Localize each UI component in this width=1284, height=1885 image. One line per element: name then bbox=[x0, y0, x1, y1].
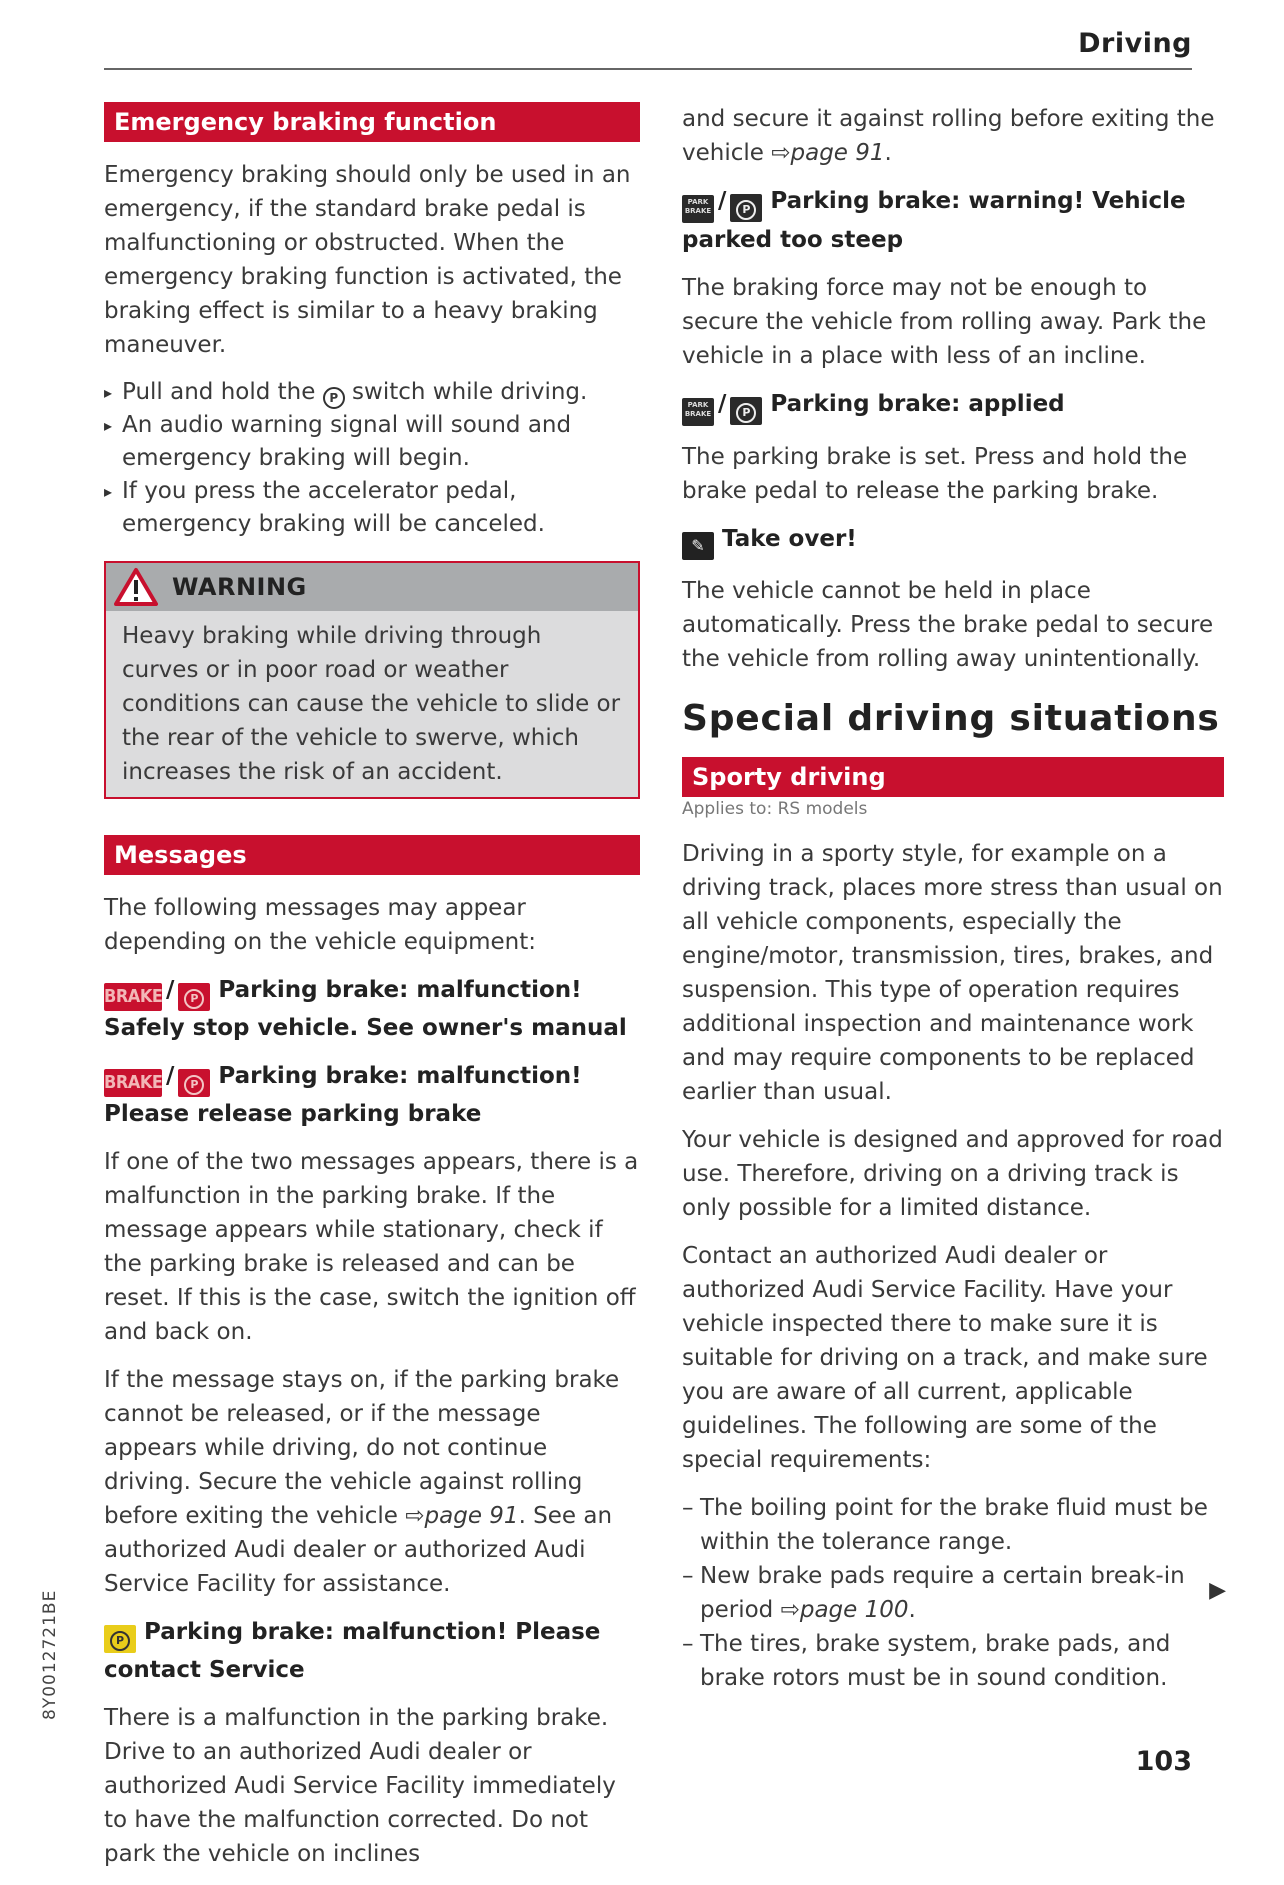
message-contact-service: P Parking brake: malfunction! Please contact Service bbox=[104, 1619, 601, 1683]
sporty-para-1: Driving in a sporty style, for example on a driving track, places more stress than usual on all vehicle components, especially the engine/motor, transmission, tires, brakes, and suspension. This type of operation requires additional inspection and maintenance work and may require components to be replaced earlier than usual. bbox=[682, 841, 1223, 1105]
messages-intro: The following messages may appear depending on the vehicle equipment: bbox=[104, 895, 537, 955]
page-ref-link[interactable]: ⇨page 91 bbox=[405, 1503, 519, 1529]
park-brake-indicator-icon: PARK BRAKE bbox=[682, 398, 714, 426]
parking-brake-yellow-icon: P bbox=[104, 1625, 136, 1653]
requirement-item: – New brake pads require a certain break-in period ⇨page 100. bbox=[682, 1559, 1224, 1627]
sporty-driving-heading: Sporty driving bbox=[682, 757, 1224, 797]
steering-takeover-icon: ✎ bbox=[682, 532, 714, 560]
page-header-title: Driving bbox=[1078, 28, 1192, 59]
document-code: 8Y0012721BE bbox=[40, 1589, 60, 1720]
left-column bbox=[104, 102, 640, 1885]
message-parked-too-steep: PARK BRAKE / P Parking brake: warning! Vehicle parked too steep bbox=[682, 188, 1186, 253]
parking-brake-red-icon: P bbox=[178, 1069, 210, 1097]
applies-to: Applies to: RS models bbox=[682, 799, 868, 819]
brake-warning-icon: BRAKE bbox=[104, 983, 162, 1011]
sporty-para-3: Contact an authorized Audi dealer or authorized Audi Service Facility. Have your vehicle inspected there to make sure it is suitable for driving on a track, and make sure you are aware of all current, applicable guidelines. The following are some of the special requirements: bbox=[682, 1243, 1208, 1473]
section-title: Special driving situations bbox=[682, 698, 1220, 739]
right-column bbox=[682, 102, 1224, 1709]
continue-arrow-icon: ▶ bbox=[1209, 1578, 1226, 1603]
message-malfunction-release: BRAKE / P Parking brake: malfunction! Please release parking brake bbox=[104, 1063, 582, 1127]
emergency-braking-heading: Emergency braking function bbox=[104, 102, 640, 142]
warning-title: WARNING bbox=[172, 573, 307, 601]
emergency-intro: Emergency braking should only be used in an emergency, if the standard brake pedal is malfunctioning or obstructed. When the emergency braking function is activated, the braking effect is similar to a heavy braking maneuver. bbox=[104, 162, 631, 358]
page-number: 103 bbox=[1135, 1746, 1192, 1777]
page-ref-link[interactable]: ⇨page 91 bbox=[771, 140, 885, 166]
message-applied: PARK BRAKE / P Parking brake: applied bbox=[682, 387, 1224, 426]
warning-text: Heavy braking while driving through curves or in poor road or weather conditions can cause the vehicle to slide or the rear of the vehicle to swerve, which increases the risk of an accident. bbox=[122, 623, 621, 785]
parking-brake-red-icon: P bbox=[178, 983, 210, 1011]
warning-header bbox=[106, 563, 638, 611]
warning-box bbox=[104, 561, 640, 799]
parking-brake-dark-icon: P bbox=[730, 397, 762, 425]
requirement-item: – The tires, brake system, brake pads, and brake rotors must be in sound condition. bbox=[682, 1627, 1224, 1695]
sporty-para-2: Your vehicle is designed and approved for road use. Therefore, driving on a driving track is only possible for a limited distance. bbox=[682, 1127, 1223, 1221]
messages-para-1: If one of the two messages appears, there is a malfunction in the parking brake. If the message appears while stationary, check if the parking brake is released and can be reset. If this is the case, switch the ignition off and back on. bbox=[104, 1149, 639, 1345]
emergency-step-2: ▸ An audio warning signal will sound and emergency braking will begin. bbox=[104, 409, 640, 475]
messages-heading: Messages bbox=[104, 835, 640, 875]
steep-text: The braking force may not be enough to secure the vehicle from rolling away. Park the vehicle in a place with less of an incline. bbox=[682, 275, 1207, 369]
requirements-list bbox=[682, 1491, 1224, 1695]
messages-para-3: There is a malfunction in the parking brake. Drive to an authorized Audi dealer or authorized Audi Service Facility immediately to have the malfunction corrected. Do not park the vehicle on inclines bbox=[104, 1705, 616, 1867]
message-malfunction-stop: BRAKE / P Parking brake: malfunction! Safely stop vehicle. See owner's manual bbox=[104, 977, 627, 1041]
parking-brake-dark-icon: P bbox=[730, 194, 762, 222]
messages-para-2: If the message stays on, if the parking brake cannot be released, or if the message appears while driving, do not continue driving. Secure the vehicle against rolling before exiting the vehicle ⇨page 91. See an authorized Audi dealer or authorized Audi Service Facility for assistance. bbox=[104, 1367, 620, 1597]
page-ref-link[interactable]: ⇨page 100 bbox=[780, 1597, 909, 1623]
emergency-step-3: ▸ If you press the accelerator pedal, emergency braking will be canceled. bbox=[104, 475, 640, 541]
warning-triangle-icon bbox=[114, 567, 158, 607]
brake-warning-icon: BRAKE bbox=[104, 1069, 162, 1097]
park-brake-indicator-icon: PARK BRAKE bbox=[682, 195, 714, 223]
continued-text: and secure it against rolling before exiting the vehicle ⇨page 91. bbox=[682, 106, 1215, 166]
emergency-steps bbox=[104, 376, 640, 541]
emergency-step-1: ▸ Pull and hold the P switch while driving. bbox=[104, 376, 640, 409]
message-take-over: ✎ Take over! bbox=[682, 522, 1224, 560]
applied-text: The parking brake is set. Press and hold the brake pedal to release the parking brake. bbox=[682, 444, 1188, 504]
takeover-text: The vehicle cannot be held in place automatically. Press the brake pedal to secure the vehicle from rolling away unintentionally. bbox=[682, 578, 1214, 672]
requirement-item: – The boiling point for the brake fluid must be within the tolerance range. bbox=[682, 1491, 1224, 1559]
parking-brake-switch-icon: P bbox=[323, 387, 345, 409]
header-divider bbox=[104, 68, 1192, 70]
